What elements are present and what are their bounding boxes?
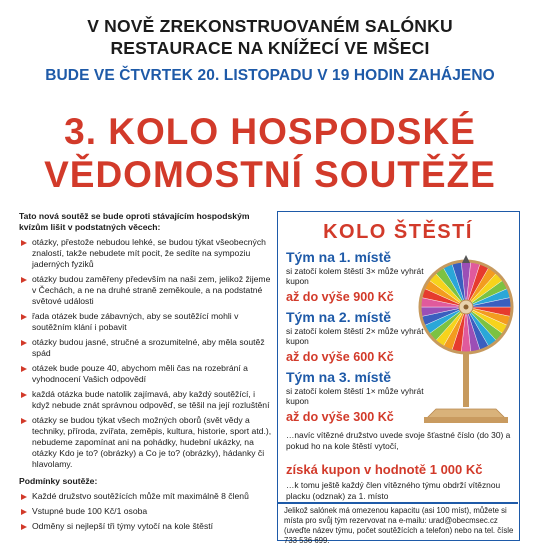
team-desc: si zatočí kolem štěstí 2× může vyhrát kupon: [286, 326, 424, 346]
list-item: otázek bude pouze 40, abychom měli čas na rozebrání a vyhodnocení Vašich odpovědí: [19, 363, 273, 385]
intro-text: Tato nová soutěž se bude oproti stávajícím hospodským kvízům lišit v podstatných věcech:: [19, 211, 250, 232]
team-first-place: [286, 249, 426, 304]
wheel-of-fortune-icon: [416, 247, 516, 427]
left-column: [19, 211, 273, 536]
bonus-kupon: získá kupon v hodnotě 1 000 Kč: [286, 462, 483, 477]
list-item: řada otázek bude zábavných, aby se soutěžící mohli v soutěžním klání i pobavit: [19, 311, 273, 333]
feature-list: [19, 237, 273, 470]
box-divider: [278, 502, 518, 504]
conditions-list: [19, 491, 273, 532]
header-line-2: RESTAURACE NA KNÍŽECÍ VE MŠECI: [110, 38, 430, 58]
list-item: otázky budou jasné, stručné a srozumitelné, aby měla soutěž spád: [19, 337, 273, 359]
main-title-line-1: 3. KOLO HOSPODSKÉ: [64, 111, 476, 152]
reservation-note: Jelikož salónek má omezenou kapacitu (asi 100 míst), můžete si místa pro svůj tým rezervovat na e-mailu: urad@obecmsec.cz (uveďte název týmu, počet soutěžících a telefon) nebo na tel. čísle 733 536 699.: [284, 506, 514, 545]
list-item: otázky, přestože nebudou lehké, se budou týkat všeobecných znalostí, takže nebudete mít pocit, že sedíte na sympoziu jaderných fyziků: [19, 237, 273, 270]
team-name: Tým na 1. místě: [286, 249, 392, 265]
bonus-text: …navíc vítězné družstvo uvede svoje šťastné číslo (do 30) a pokud ho na kole štěstí vytočí,: [286, 430, 511, 451]
team-desc: si zatočí kolem štěstí 3× může vyhrát kupon: [286, 266, 424, 286]
badge-text: …k tomu ještě každý člen vítězného týmu obdrží vítěznou placku (odznak) za 1. místo: [286, 480, 501, 501]
team-third-place: [286, 369, 426, 424]
list-item: každá otázka bude natolik zajímavá, aby každý soutěžící, i když nebude znát správnou odpověď, se těšil na její rozluštění: [19, 389, 273, 411]
team-second-place: [286, 309, 426, 364]
team-name: Tým na 3. místě: [286, 369, 392, 385]
header-line-1: V NOVĚ ZREKONSTRUOVANÉM SALÓNKU: [87, 16, 453, 36]
team-prize: až do výše 300 Kč: [286, 410, 394, 424]
kolo-stesti-box: [277, 211, 520, 545]
box-title: KOLO ŠTĚSTÍ: [323, 221, 473, 243]
list-item: Odměny si nejlepší tři týmy vytočí na kole štěstí: [19, 521, 273, 532]
list-item: otázky budou zaměřeny především na naši zem, jelikož žijeme v Čechách, a ne na druhé straně zeměkoule, a na podstatné světové události: [19, 274, 273, 307]
conditions-title: Podmínky soutěže:: [19, 476, 98, 486]
team-desc: si zatočí kolem štěstí 1× může vyhrát kupon: [286, 386, 424, 406]
team-prize: až do výše 600 Kč: [286, 350, 394, 364]
main-title-line-2: VĚDOMOSTNÍ SOUTĚŽE: [44, 154, 496, 195]
date-line: BUDE VE ČTVRTEK 20. LISTOPADU V 19 HODIN ZAHÁJENO: [45, 67, 495, 84]
list-item: Každé družstvo soutěžících může mít maximálně 8 členů: [19, 491, 273, 502]
list-item: Vstupné bude 100 Kč/1 osoba: [19, 506, 273, 517]
team-prize: až do výše 900 Kč: [286, 290, 394, 304]
list-item: otázky se budou týkat všech možných oborů (svět vědy a techniky, příroda, zvířata, zeměpis, kultura, historie, sport atd.), nebudeme zapomínat ani na pohádky, hudební ukázky, na otázky Kdo je to? (obrázky) a Co je to? (obrázky), hádanky či hlavolamy.: [19, 415, 273, 470]
team-name: Tým na 2. místě: [286, 309, 392, 325]
